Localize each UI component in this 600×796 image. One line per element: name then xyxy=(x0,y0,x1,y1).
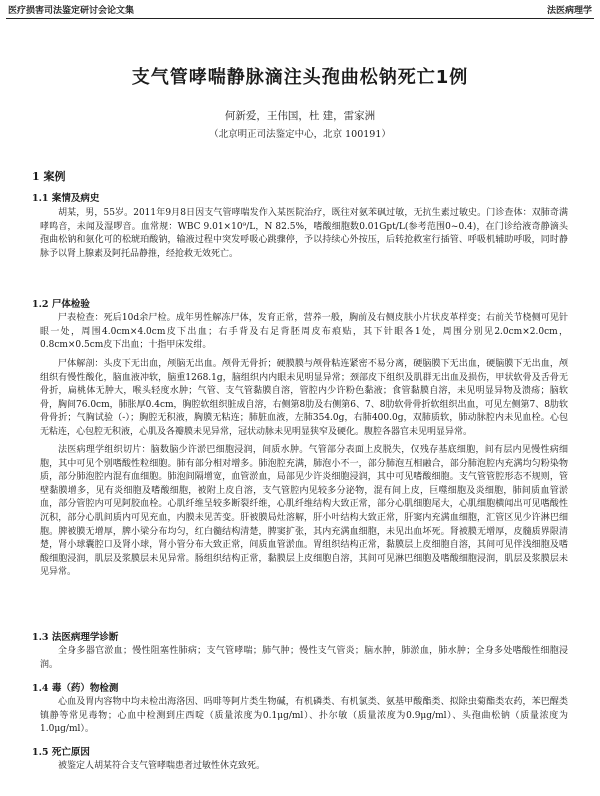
running-header xyxy=(8,2,592,16)
paragraph-history: 胡某，男，55岁。2011年9月8日因支气管哮喘发作入某医院治疗，既往对氨苯砜过敏，无抗生素过敏史。门诊查体：双肺奇满哮鸣音，未闻及湿啰音。血常规：WBC 9.01×10⁹/L，N 82.5%，嗜酸细胞数0.01Gpt/L(参考范围0~0.4)，在门诊给液奇静滴头孢曲松钠和氨化可的松琥珀酸钠，输液过程中突发呼吸心跳骤停，予以持续心外按压，后转抢救室行插管、呼吸机辅助呼吸，同时静脉予以肾上腺素及阿托品静推，经抢救无效死亡。 xyxy=(40,208,568,259)
paragraph-histology: 法医病理学组织切片：脑数脑少许淤巴细胞浸润，间质水肿。气管部分表面上皮脱失，仅残存基底细胞，间有层内见慢性病细胞，其中可见个别嗜酸性粒细胞。肺有部分相对增多。肺泡腔充满，肺泡小不一，部分肺泡互相融合，部分肺泡腔内充满均匀粉染物质，部分肺泡腔内混有血细胞。肺泡间隔增宽，血管淤血，局部见少许炎细胞浸润，其中可见嗜酸细胞。支气管管腔形态不规则，管壁黏膜增多，见有炎细胞及嗜酸细胞，被附上皮自溶，支气管腔内见较多分泌物，混有间上皮，巨噬细胞及炎细胞，肺间质血管淤血，部分管腔内可见阿胶血栓。心肌纤维呈较多断裂纤维，心肌纤维结构大致正常，部分心肌细胞尾大，心肌细胞横闻出可见嗜酸性沉积，部分心肌间质内可见充血，内膜未见苦变。肝被膜局灶溶解，肝小叶结构大致正常，肝窦内充满血细胞，汇管区见少许淋巴细胞。脾被膜无增厚，脾小梁分布均匀，红白髓结构清楚，脾窦扩张，其内充满血细胞，未见出血坏死。肾被膜无增厚，皮髓质界限清楚，肾小球囊腔口及肾小球，肾小管分布大致正常，间质血管淤血。胃组织结构正常，黏膜层上皮细胞自溶，其间可见伴浅细胞及嗜酸细胞浸润，肌层及浆膜层未见异常。肠组织结构正常，黏膜层上皮细胞自溶，其间可见淋巴细胞及嗜酸细胞浸润，肌层及浆膜层未见异常。 xyxy=(40,445,568,578)
subsection-heading-cause-of-death: 1.5 死亡原因 xyxy=(32,747,90,758)
paragraph-diagnosis: 全身多器官淤血；慢性阻塞性肺病；支气管哮喘；肺气肿；慢性支气管炎；脑水肿，肺淤血，肺水肿；全身多处嗜酸性细胞浸润。 xyxy=(40,646,568,670)
paragraph-cause-of-death: 被鉴定人胡某符合支气管哮喘患者过敏性休克致死。 xyxy=(58,761,266,771)
paper-title: 支气管哮喘静脉滴注头孢曲松钠死亡1例 xyxy=(131,67,469,88)
subsection-heading-diagnosis: 1.3 法医病理学诊断 xyxy=(32,632,119,643)
author-affiliation: （北京明正司法鉴定中心，北京 100191） xyxy=(209,129,391,140)
paragraph-toxicology: 心血及胃内容物中均未检出海洛因、吗啡等阿片类生物碱，有机磷类、有机氯类、氨基甲酸酯类、拟除虫菊酯类农药，苯巴醒类镇静等常见毒物；心血中检测到庄西啶（质量浓度为0.1μg/ml）、扑尔敏（质量浓度为0.9μg/ml）、头孢曲松钠（质量浓度为1.0μg/ml）。 xyxy=(40,697,568,735)
subsection-heading-history: 1.1 案情及病史 xyxy=(32,193,100,204)
subsection-heading-autopsy: 1.2 尸体检验 xyxy=(32,299,90,310)
header-section-name: 法医病理学 xyxy=(546,5,592,16)
section-heading-case: 1 案例 xyxy=(32,170,66,183)
header-rule xyxy=(6,18,594,19)
header-journal-name: 医疗损害司法鉴定研讨会论文集 xyxy=(8,5,135,16)
author-list: 何新爱，王伟国，杜 建，雷家洲 xyxy=(224,110,376,122)
subsection-heading-toxicology: 1.4 毒（药）物检测 xyxy=(32,683,119,694)
paragraph-internal-exam: 尸体解剖：头皮下无出血，颅脑无出血。颅骨无骨折；硬膜膜与颅骨粘连紧密不易分离，硬脑膜下无出血，硬脑膜下无出血，颅组织有慢性酸化，脑血液冲软，脑重1268.1g，脑组织内内眼未见明显异常；颈部皮下组织及肌群无出血及损伤，甲状软骨及舌骨无骨折，扁桃体无肿大，喉头轻度水肿；气管、支气管黏膜自溶，管腔内少许粉色黏液；食管黏膜自溶，未见明显异物及溃疡；脑软骨，胸间76.0cm，肺胀厚0.4cm，胸腔软组织脏成自溶，右侧第8肋及右侧第6、7、8肋软骨骨折软组织出血，可见左侧第7、8肋软骨骨折；气胸试验（-）；胸腔无积液，胸膜无粘连；肺脏血液，左肺354.0g，右肺400.0g，双肺质软，肺动脉腔内未见血栓。心包无粘连，心包腔无积液，心肌及各瓣膜未见异常，冠状动脉未见明显狭窄及硬化。腹腔各器官未见明显异常。 xyxy=(40,359,568,437)
paragraph-external-exam: 尸表检查：死后10d余尸检。成年男性解冻尸体，发育正常，营养一般，胸前及右侧皮肤小片状皮革样变；右前关节桡侧可见针眼一处，周围4.0cm×4.0cm皮下出血；右手背及右足背胚周皮布痕贴，其下针眼各1处，周围分别见2.0cm×2.0cm，0.8cm×0.5cm皮下出血；十指甲床发绀。 xyxy=(40,313,568,351)
